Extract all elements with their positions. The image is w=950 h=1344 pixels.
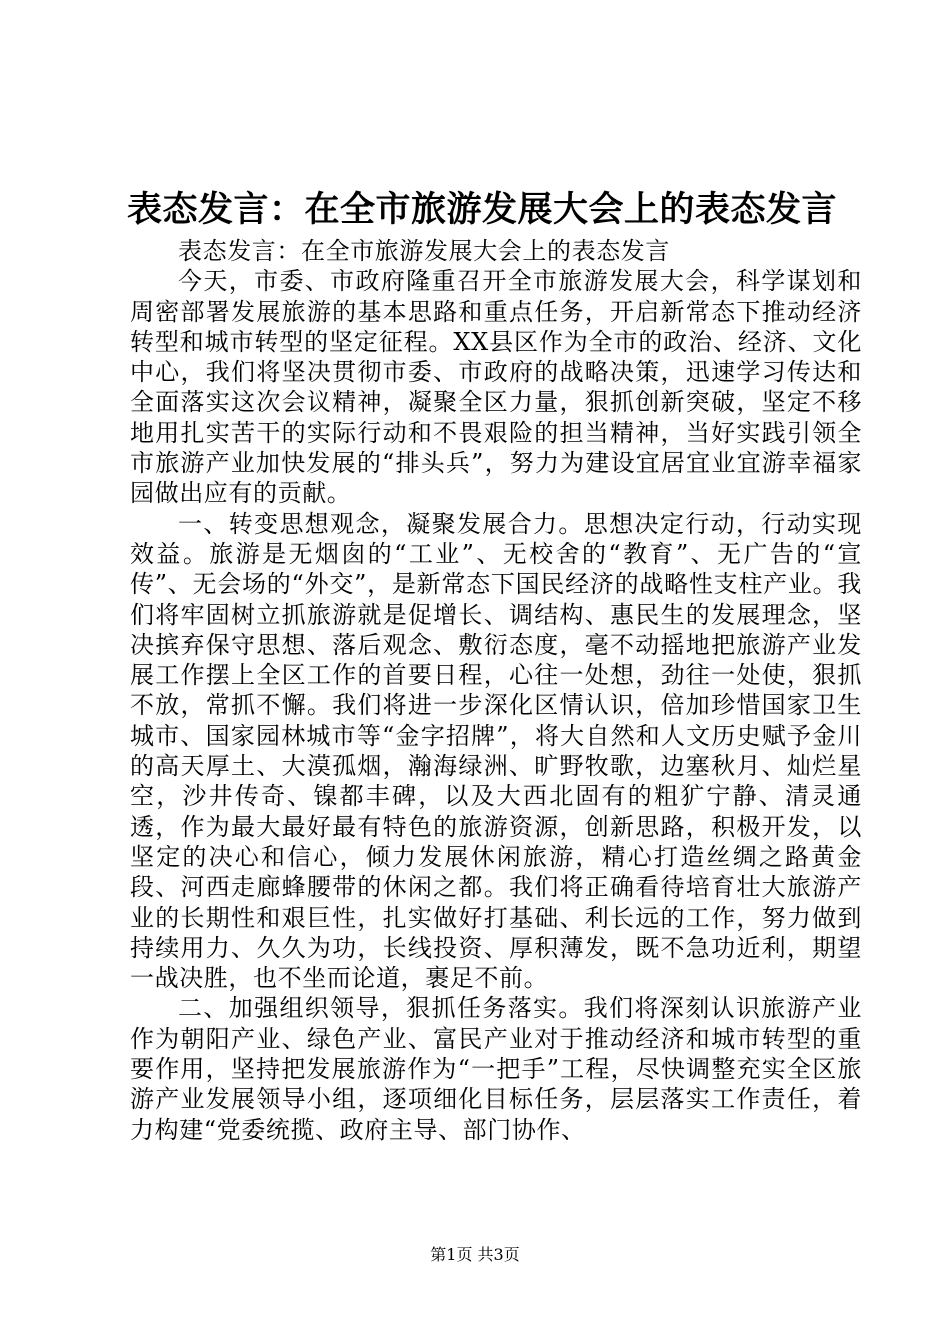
document-title: 表态发言：在全市旅游发展大会上的表态发言	[127, 190, 838, 230]
subtitle-paragraph: 表态发言：在全市旅游发展大会上的表态发言	[178, 237, 670, 265]
section-one-paragraph: 一、转变思想观念，凝聚发展合力。思想决定行动，行动实现效益。旅游是无烟囱的“工业”、无校舍的“教育”、无广告的“宣传”、无会场的“外交”，是新常态下国民经济的战略性支柱产业。我们将牢固树立抓旅游就是促增长、调结构、惠民生的发展理念，坚决摈弃保守思想、落后观念、敷衍态度，毫不动摇地把旅游产业发展工作摆上全区工作的首要日程，心往一处想，劲往一处使，狠抓不放，常抓不懈。我们将进一步深化区情认识，倍加珍惜国家卫生城市、国家园林城市等“金字招牌”，将大自然和人文历史赋予金川的高天厚土、大漠孤烟，瀚海绿洲、旷野牧歌，边塞秋月、灿烂星空，沙井传奇、镍都丰碑，以及大西北固有的粗犷宁静、清灵通透，作为最大最好最有特色的旅游资源，创新思路，积极开发，以坚定的决心和信心，倾力发展休闲旅游，精心打造丝绸之路黄金段、河西走廊蜂腰带的休闲之都。我们将正确看待培育壮大旅游产业的长期性和艰巨性，扎实做好打基础、利长远的工作，努力做到持续用力、久久为功，长线投资、厚积薄发，既不急功近利，期望一战决胜，也不坐而论道，裹足不前。	[130, 509, 862, 993]
intro-paragraph: 今天，市委、市政府隆重召开全市旅游发展大会，科学谋划和周密部署发展旅游的基本思路和重点任务，开启新常态下推动经济转型和城市转型的坚定征程。XX县区作为全市的政治、经济、文化中心，我们将坚决贯彻市委、市政府的战略决策，迅速学习传达和全面落实这次会议精神，凝聚全区力量，狠抓创新突破，坚定不移地用扎实苦干的实际行动和不畏艰险的担当精神，当好实践引领全市旅游产业加快发展的“排头兵”，努力为建设宜居宜业宜游幸福家园做出应有的贡献。	[130, 267, 862, 508]
document-body	[130, 236, 862, 1145]
page-footer: 第1页 共3页	[430, 1245, 520, 1264]
section-two-paragraph: 二、加强组织领导，狠抓任务落实。我们将深刻认识旅游产业作为朝阳产业、绿色产业、富民产业对于推动经济和城市转型的重要作用，坚持把发展旅游作为“一把手”工程，尽快调整充实全区旅游产业发展领导小组，逐项细化目标任务，层层落实工作责任，着力构建“党委统揽、政府主导、部门协作、	[130, 994, 862, 1144]
